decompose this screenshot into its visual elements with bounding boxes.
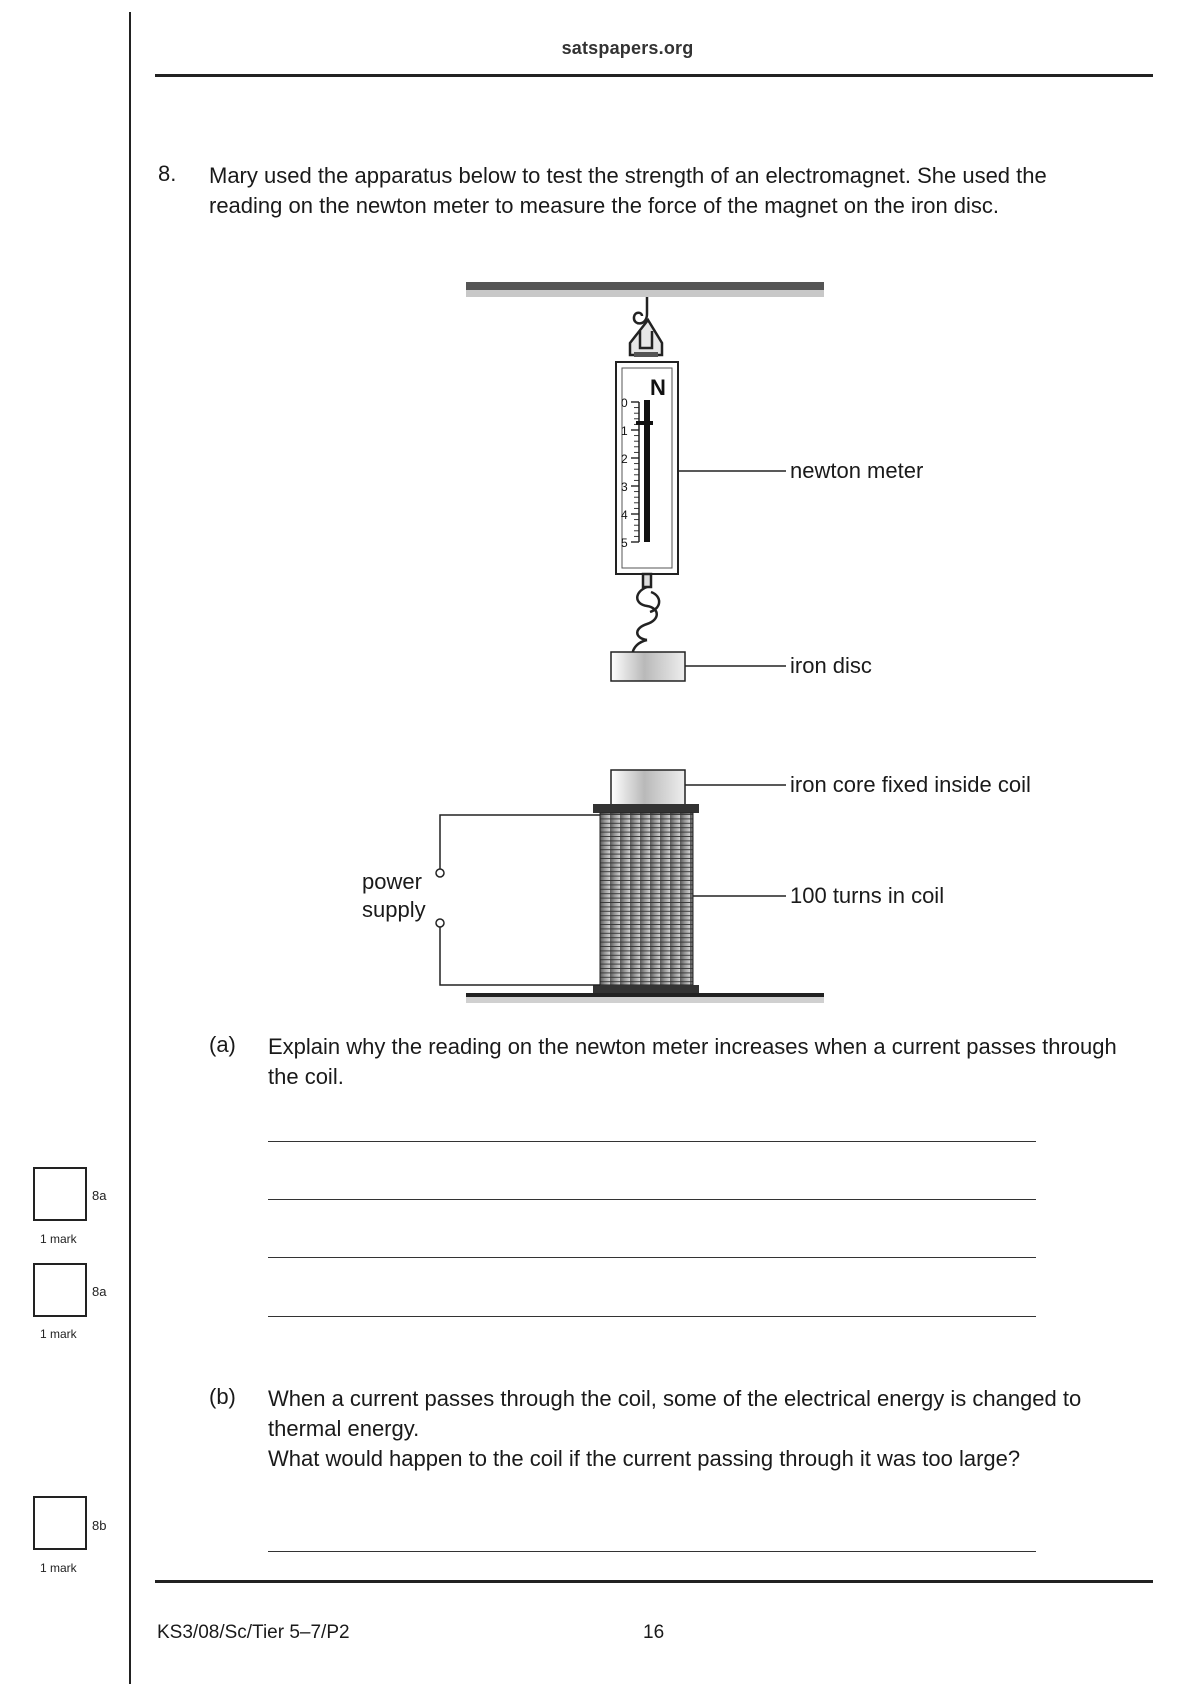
part-b-text-1: When a current passes through the coil, some of the electrical energy is changed to thermal energy. xyxy=(268,1386,1082,1441)
mark-id: 8a xyxy=(92,1188,107,1203)
part-b-text-2: What would happen to the coil if the current passing through it was too large? xyxy=(268,1446,1021,1471)
answer-line[interactable] xyxy=(268,1551,1036,1552)
answer-line[interactable] xyxy=(268,1199,1036,1200)
unit-label: N xyxy=(650,375,666,400)
bench xyxy=(466,993,824,1003)
scale-number: 1 xyxy=(621,424,628,438)
pointer xyxy=(636,421,653,425)
iron-disc xyxy=(611,652,685,681)
scale-number: 3 xyxy=(621,480,628,494)
mark-label: 1 mark xyxy=(40,1561,77,1575)
answer-line[interactable] xyxy=(268,1316,1036,1317)
label-iron-core: iron core fixed inside coil xyxy=(790,772,1031,797)
page-number: 16 xyxy=(643,1622,665,1643)
label-newton-meter: newton meter xyxy=(790,458,924,483)
scale-number: 4 xyxy=(621,508,628,522)
leader-lines xyxy=(678,471,786,896)
mark-box-8a-1[interactable] xyxy=(33,1167,87,1221)
mark-box-8b[interactable] xyxy=(33,1496,87,1550)
label-coil-turns: 100 turns in coil xyxy=(790,883,945,908)
mark-box-8a-2[interactable] xyxy=(33,1263,87,1317)
answer-line[interactable] xyxy=(268,1141,1036,1142)
hook xyxy=(630,297,662,357)
part-a-text: Explain why the reading on the newton meter increases when a current passes through the coil. xyxy=(268,1034,1117,1089)
mark-label: 1 mark xyxy=(40,1232,77,1246)
footer-code: KS3/08/Sc/Tier 5–7/P2 xyxy=(157,1622,350,1643)
label-power: power xyxy=(362,869,422,894)
mark-label: 1 mark xyxy=(40,1327,77,1341)
question-number: 8. xyxy=(158,161,177,186)
footer-rule xyxy=(155,1580,1153,1583)
iron-core xyxy=(611,770,685,805)
question-text: Mary used the apparatus below to test the strength of an electromagnet. She used the reading on the newton meter to measure the force of the magnet on the iron disc. xyxy=(209,163,1047,218)
newton-meter xyxy=(616,362,678,574)
mark-id: 8a xyxy=(92,1284,107,1299)
part-a-label: (a) xyxy=(209,1032,236,1057)
part-b-label: (b) xyxy=(209,1384,236,1409)
site-header: satspapers.org xyxy=(561,38,694,58)
scale-number: 5 xyxy=(621,536,628,550)
power-supply-wiring xyxy=(436,815,600,985)
label-iron-disc: iron disc xyxy=(790,653,872,678)
label-supply: supply xyxy=(362,897,426,922)
scale-number: 2 xyxy=(621,452,628,466)
coil xyxy=(593,804,699,993)
mark-id: 8b xyxy=(92,1518,107,1533)
answer-line[interactable] xyxy=(268,1257,1036,1258)
support-bar xyxy=(466,282,824,297)
scale-number: 0 xyxy=(621,396,628,410)
